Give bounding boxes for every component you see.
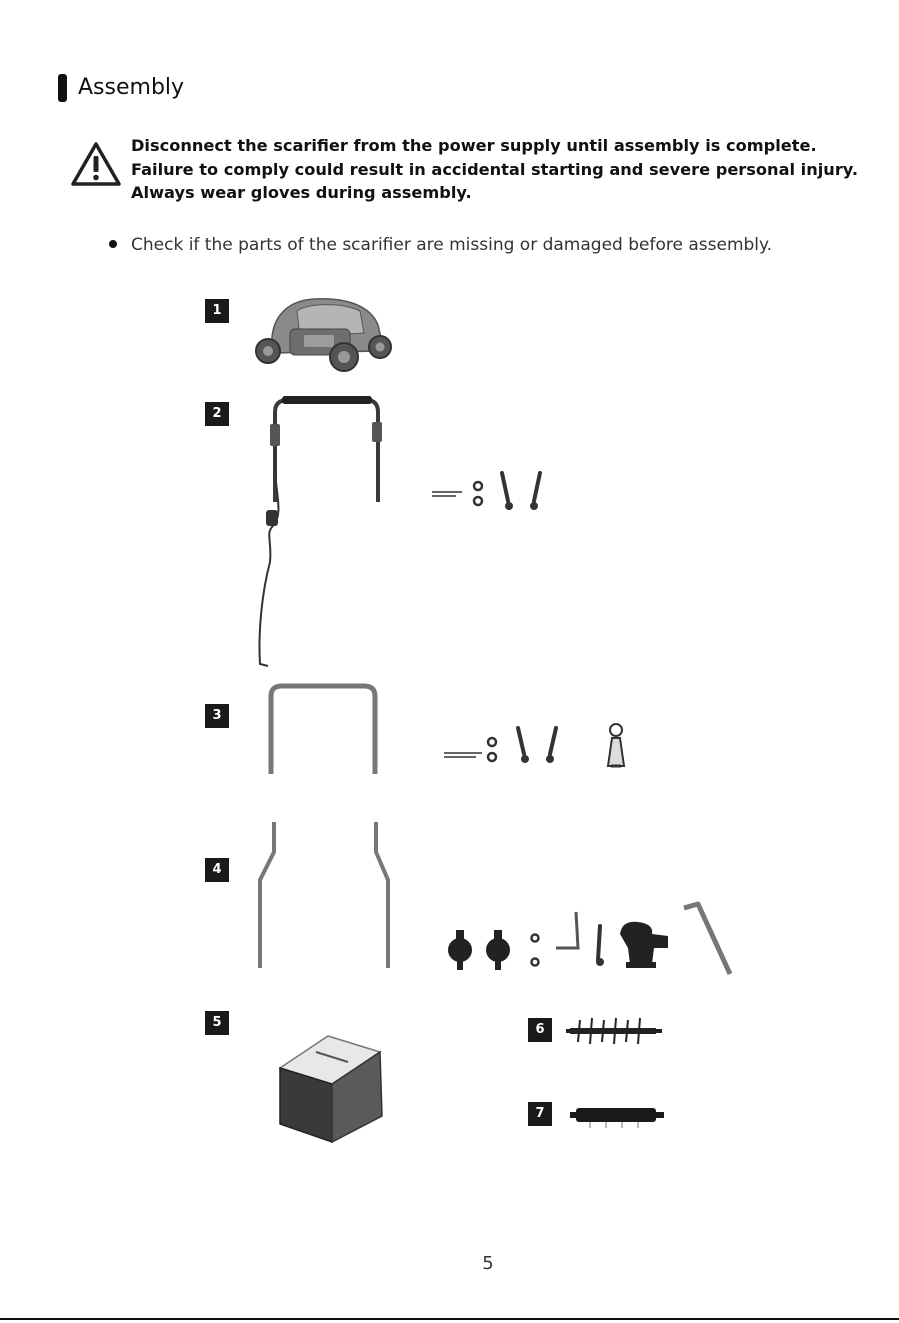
section-marker xyxy=(58,74,67,102)
scarifier-roller-illustration xyxy=(566,1016,662,1046)
bullet-dot xyxy=(109,240,117,248)
warning-line: Disconnect the scarifier from the power supply until assembly is complete. xyxy=(131,136,817,155)
lower-handle-illustration xyxy=(252,820,396,970)
part-number-badge: 7 xyxy=(528,1102,552,1126)
scarifier-body-illustration xyxy=(252,293,394,373)
part-number-badge: 5 xyxy=(205,1011,229,1035)
warning-line: Always wear gloves during assembly. xyxy=(131,183,472,202)
handle-hardware-icon xyxy=(428,465,548,515)
part-number-badge: 4 xyxy=(205,858,229,882)
part-number-badge: 1 xyxy=(205,299,229,323)
middle-handle-hardware-icon xyxy=(440,722,640,774)
page-number: 5 xyxy=(482,1253,494,1274)
aerator-roller-illustration xyxy=(570,1100,666,1130)
part-number-badge: 3 xyxy=(205,704,229,728)
bottom-rule xyxy=(0,1318,899,1320)
part-number-badge: 2 xyxy=(205,402,229,426)
warning-text xyxy=(131,134,858,205)
grass-bag-illustration xyxy=(276,1030,386,1146)
section-title: Assembly xyxy=(78,75,185,100)
lower-handle-hardware-icon xyxy=(440,900,740,982)
upper-handle-illustration xyxy=(248,392,388,672)
part-number-badge: 6 xyxy=(528,1018,552,1042)
middle-handle-illustration xyxy=(262,680,386,780)
bullet-text: Check if the parts of the scarifier are missing or damaged before assembly. xyxy=(131,235,773,255)
warning-line: Failure to comply could result in accidental starting and severe personal injury. xyxy=(131,159,859,179)
warning-triangle-icon xyxy=(70,141,122,187)
